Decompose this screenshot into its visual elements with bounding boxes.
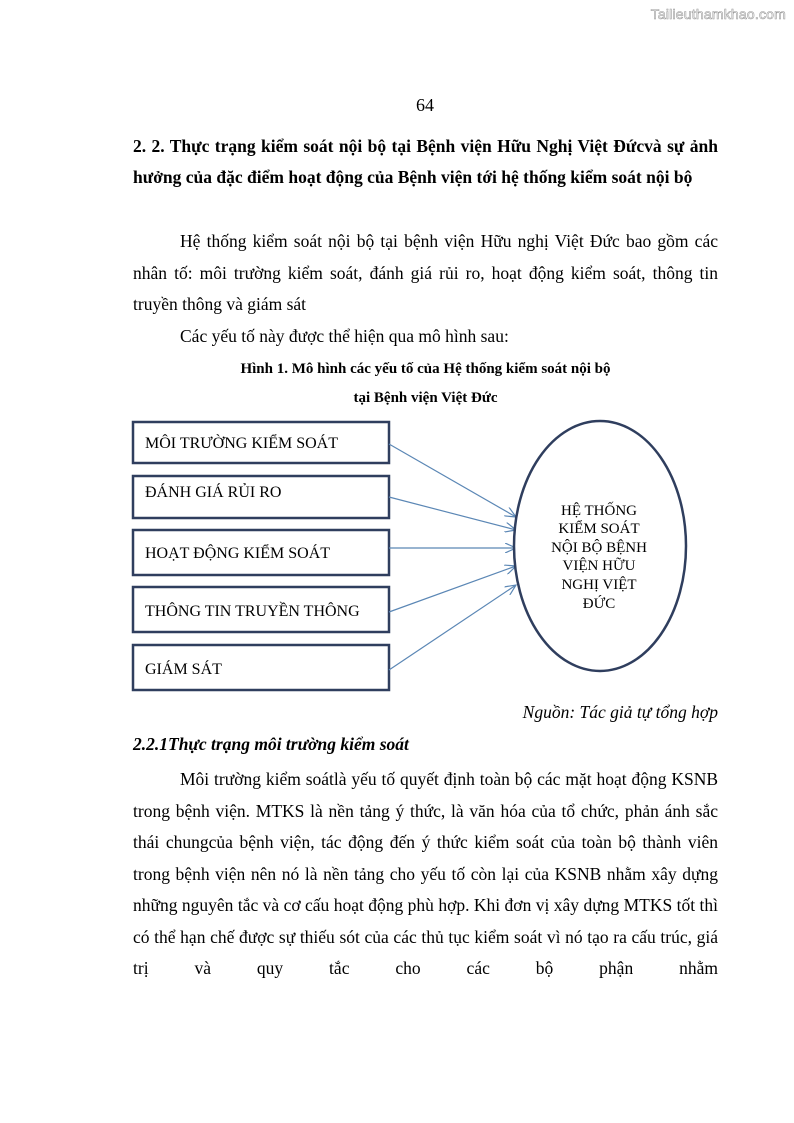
box-control-environment-label: MÔI TRƯỜNG KIỂM SOÁT <box>145 435 339 452</box>
page-number: 64 <box>416 95 434 115</box>
arrow-monitoring <box>389 585 516 670</box>
box-information-communication-label: THÔNG TIN TRUYỀN THÔNG <box>145 603 360 620</box>
box-risk-assessment-label: ĐÁNH GIÁ RỦI RO <box>145 484 282 501</box>
arrow-control-environment <box>389 444 516 517</box>
ellipse-label-line-2: KIỂM SOÁT <box>558 521 640 537</box>
ellipse-label-line-6: ĐỨC <box>582 596 616 612</box>
box-monitoring-label: GIÁM SÁT <box>145 661 222 678</box>
figure-caption-line-2: tại Bệnh viện Việt Đức <box>353 390 498 406</box>
figure-source: Nguồn: Tác giả tự tổng hợp <box>522 702 718 722</box>
intro-paragraph: Hệ thống kiểm soát nội bộ tại bệnh viện Hữu nghị Việt Đức bao gồm các nhân tố: môi trường kiểm soát, đánh giá rủi ro, hoạt động kiểm soát, thông tin truyền thông và giám sát <box>133 231 718 314</box>
arrow-information-communication <box>389 566 516 612</box>
section-heading: 2. 2. Thực trạng kiểm soát nội bộ tại Bệnh viện Hữu Nghị Việt Đứcvà sự ảnh hưởng của đặc điểm hoạt động của Bệnh viện tới hệ thống kiểm soát nội bộ <box>133 136 718 187</box>
model-intro-text: Các yếu tố này được thể hiện qua mô hình sau: <box>180 326 509 346</box>
section-paragraph: Môi trường kiểm soátlà yếu tố quyết định toàn bộ các mặt hoạt động KSNB trong bệnh viện. MTKS là nền tảng ý thức, là văn hóa của tổ chức, phản ánh sắc thái chungcủa bệnh viện, tác động đến ý thức kiểm soát của toàn bộ thành viên trong bệnh viện nên nó là nền tảng cho yếu tố còn lại của KSNB nhằm xây dựng những nguyên tắc và cơ cấu hoạt động phù hợp. Khi đơn vị xây dựng MTKS tốt thì có thể hạn chế được sự thiếu sót của các thủ tục kiểm soát vì nó tạo ra cấu trúc, giá trị và quy tắc cho các bộ phận nhằm <box>133 769 718 978</box>
watermark: Tailieuthamkhao.com <box>650 6 786 22</box>
ellipse-label-line-4: VIỆN HỮU <box>562 558 636 574</box>
box-control-activities-label: HOẠT ĐỘNG KIỂM SOÁT <box>145 545 331 562</box>
subsection-title: 2.2.1Thực trạng môi trường kiểm soát <box>133 734 409 754</box>
figure-caption-line-1: Hình 1. Mô hình các yếu tố của Hệ thống kiểm soát nội bộ <box>240 361 611 377</box>
arrow-risk-assessment <box>389 497 516 530</box>
ellipse-label-line-5: NGHỊ VIỆT <box>561 577 637 593</box>
ellipse-label-line-1: HỆ THỐNG <box>561 503 637 519</box>
ellipse-label-line-3: NỘI BỘ BỆNH <box>551 540 647 556</box>
